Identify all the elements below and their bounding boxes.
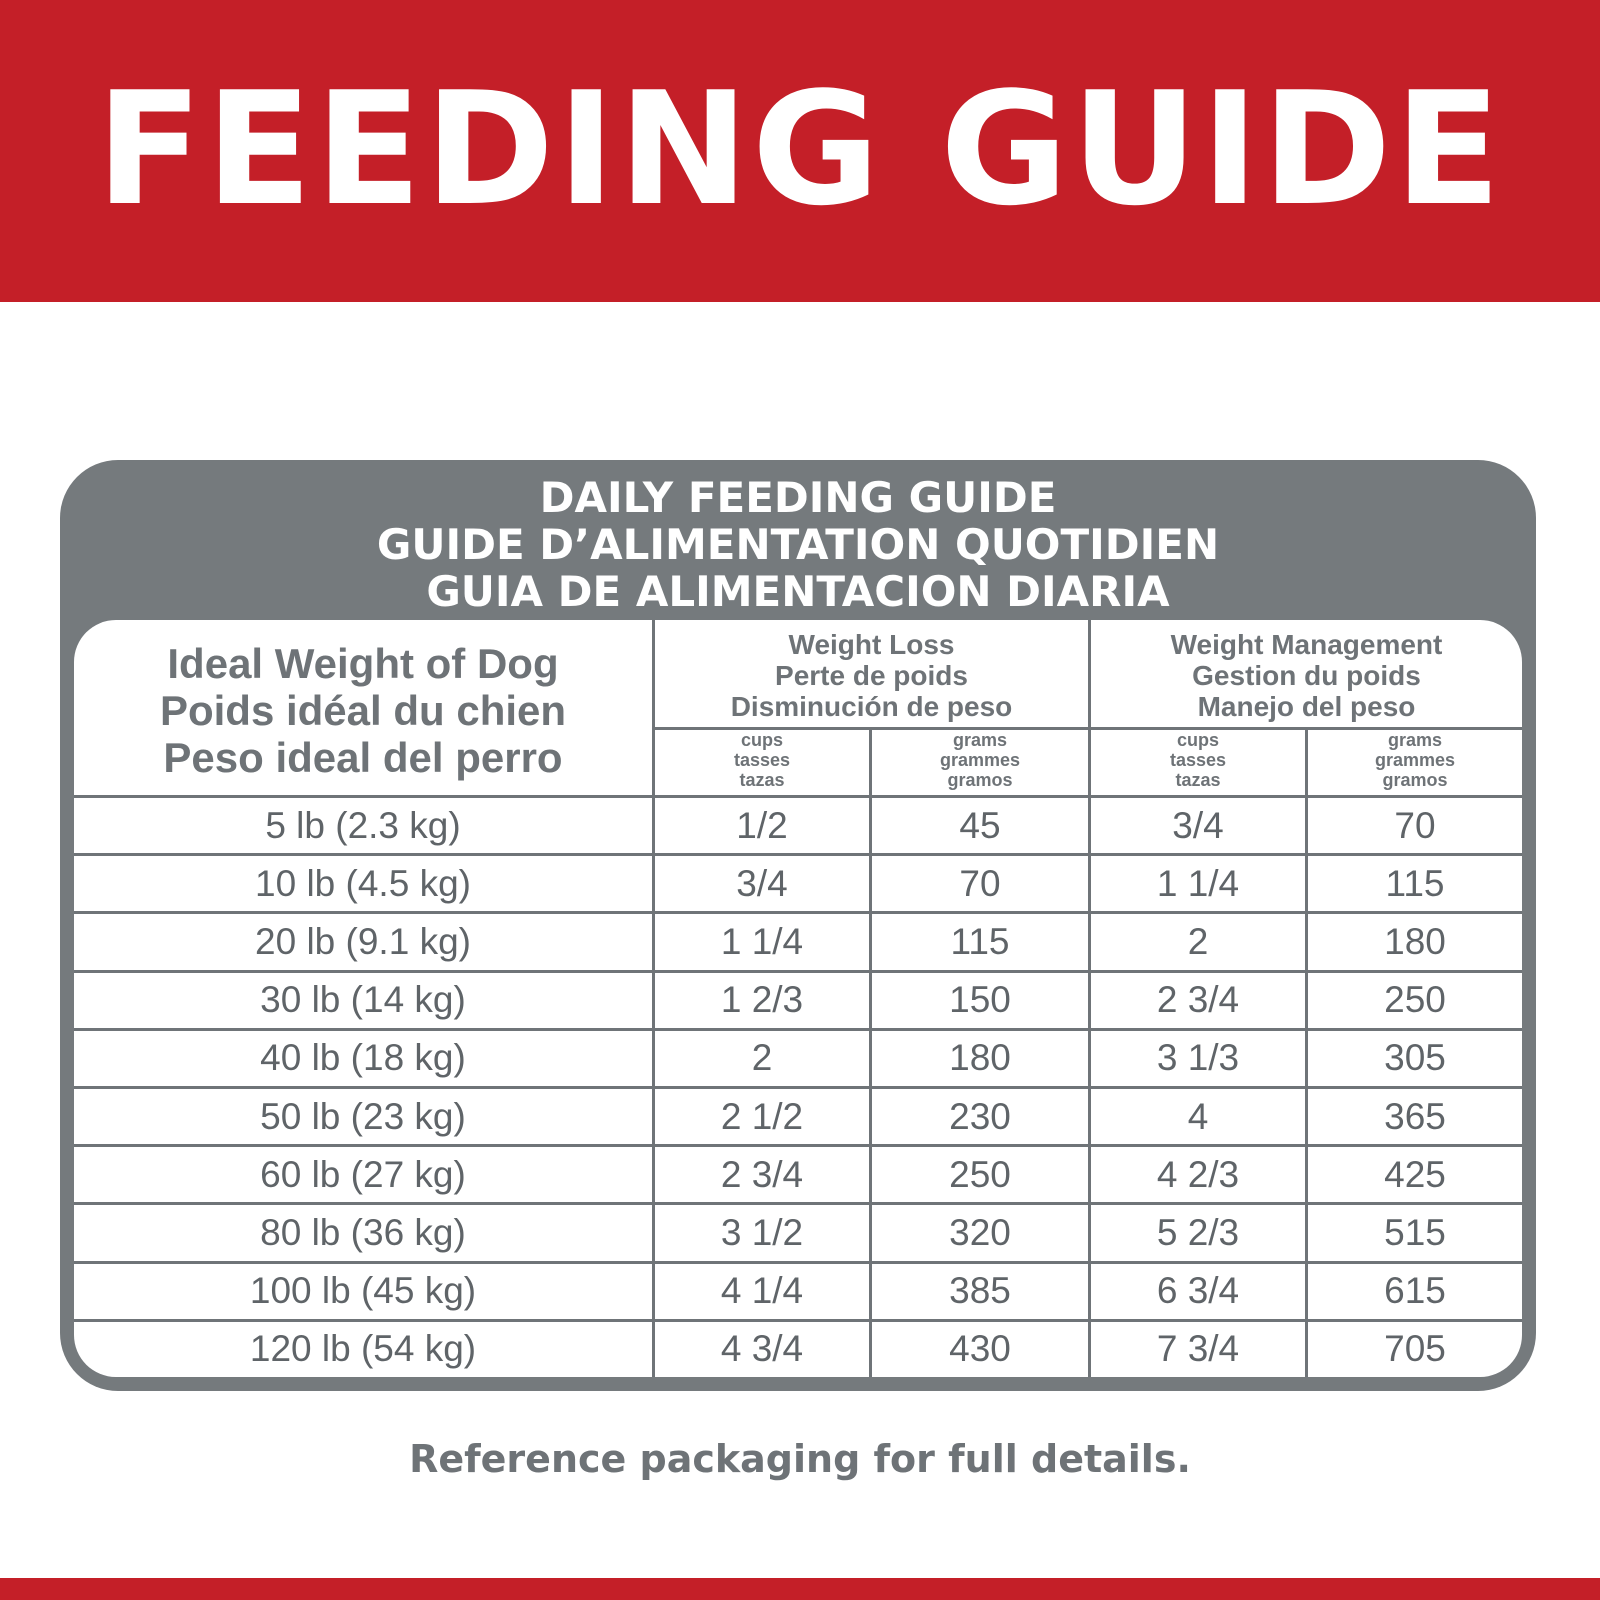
page-title: FEEDING GUIDE <box>96 58 1504 240</box>
table-cell-loss-grams: 430 <box>949 1328 1011 1370</box>
feeding-table <box>74 620 1522 1377</box>
header-divider <box>652 727 1522 730</box>
table-cell-mgmt-cups: 4 2/3 <box>1156 1153 1240 1195</box>
table-cell-mgmt-grams: 70 <box>1394 804 1436 846</box>
table-cell-loss-grams: 150 <box>949 979 1011 1021</box>
table-cell-loss-grams: 230 <box>949 1095 1011 1137</box>
mgmt-cups-header <box>1091 730 1305 790</box>
table-cell-mgmt-cups: 2 <box>1187 920 1209 962</box>
table-cell-loss-cups: 4 3/4 <box>720 1328 804 1370</box>
footer-bar <box>0 1578 1600 1600</box>
weight-management-header-en: Weight Management <box>1170 629 1443 660</box>
table-cell-mgmt-cups: 3/4 <box>1172 804 1224 846</box>
footer-note: Reference packaging for full details. <box>409 1437 1191 1481</box>
unit-label: cups <box>740 730 783 750</box>
unit-label: grams <box>1387 730 1443 750</box>
weight-loss-header <box>655 629 1088 722</box>
weight-management-header <box>1091 629 1522 722</box>
table-cell-mgmt-grams: 705 <box>1384 1328 1446 1370</box>
table-cell-loss-cups: 1 1/4 <box>720 920 804 962</box>
mgmt-grams-header <box>1308 730 1522 790</box>
unit-label: grams <box>952 730 1008 750</box>
feeding-guide-panel <box>60 460 1536 1391</box>
panel-heading-line-fr: GUIDE D’ALIMENTATION QUOTIDIEN <box>376 520 1220 569</box>
table-cell-loss-grams: 250 <box>949 1153 1011 1195</box>
unit-label: grammes <box>1374 750 1456 770</box>
unit-label: tazas <box>1175 770 1221 790</box>
table-cell-mgmt-grams: 305 <box>1384 1037 1446 1079</box>
table-cell-mgmt-cups: 2 3/4 <box>1156 979 1240 1021</box>
weight-management-header-es: Manejo del peso <box>1197 691 1416 722</box>
table-cell-mgmt-cups: 6 3/4 <box>1156 1270 1240 1312</box>
table-cell-weight: 50 lb (23 kg) <box>260 1095 466 1137</box>
table-cell-weight: 40 lb (18 kg) <box>260 1037 466 1079</box>
table-cell-weight: 80 lb (36 kg) <box>260 1211 466 1253</box>
table-cell-loss-cups: 2 <box>751 1037 773 1079</box>
weight-header-en: Ideal Weight of Dog <box>167 640 559 687</box>
table-cell-loss-grams: 385 <box>949 1270 1011 1312</box>
table-cell-loss-cups: 1 2/3 <box>720 979 804 1021</box>
table-cell-weight: 60 lb (27 kg) <box>260 1153 466 1195</box>
table-cell-mgmt-cups: 4 <box>1187 1095 1209 1137</box>
weight-header-fr: Poids idéal du chien <box>159 687 567 734</box>
table-cell-loss-cups: 4 1/4 <box>720 1270 804 1312</box>
weight-loss-header-en: Weight Loss <box>788 629 955 660</box>
unit-label: cups <box>1176 730 1219 750</box>
weight-column-header <box>74 640 652 781</box>
table-cell-loss-grams: 70 <box>959 862 1001 904</box>
table-cell-mgmt-grams: 180 <box>1384 920 1446 962</box>
header-banner <box>0 0 1600 302</box>
table-cell-loss-cups: 1/2 <box>736 804 788 846</box>
unit-label: gramos <box>947 770 1013 790</box>
table-cell-loss-grams: 180 <box>949 1037 1011 1079</box>
weight-header-es: Peso ideal del perro <box>163 734 563 781</box>
table-cell-loss-grams: 320 <box>949 1211 1011 1253</box>
weight-management-header-fr: Gestion du poids <box>1192 660 1421 691</box>
table-cell-mgmt-grams: 425 <box>1384 1153 1446 1195</box>
unit-label: tasses <box>733 750 791 770</box>
unit-label: tasses <box>1169 750 1227 770</box>
panel-heading-line-en: DAILY FEEDING GUIDE <box>539 473 1057 522</box>
table-cell-mgmt-grams: 615 <box>1384 1270 1446 1312</box>
panel-heading <box>60 474 1536 615</box>
loss-cups-header <box>655 730 869 790</box>
loss-grams-header <box>872 730 1088 790</box>
table-cell-weight: 120 lb (54 kg) <box>249 1328 477 1370</box>
panel-heading-line-es: GUIA DE ALIMENTACION DIARIA <box>426 567 1170 616</box>
table-cell-weight: 20 lb (9.1 kg) <box>255 920 471 962</box>
table-cell-loss-cups: 2 3/4 <box>720 1153 804 1195</box>
table-cell-weight: 5 lb (2.3 kg) <box>265 804 461 846</box>
table-cell-loss-cups: 3 1/2 <box>720 1211 804 1253</box>
table-cell-mgmt-grams: 515 <box>1384 1211 1446 1253</box>
table-cell-mgmt-cups: 1 1/4 <box>1156 862 1240 904</box>
table-cell-weight: 30 lb (14 kg) <box>260 979 466 1021</box>
weight-loss-header-fr: Perte de poids <box>775 660 968 691</box>
table-cell-loss-grams: 115 <box>950 920 1010 962</box>
table-cell-weight: 100 lb (45 kg) <box>249 1270 477 1312</box>
unit-label: grammes <box>939 750 1021 770</box>
table-cell-mgmt-cups: 5 2/3 <box>1156 1211 1240 1253</box>
table-cell-mgmt-grams: 250 <box>1384 979 1446 1021</box>
table-cell-mgmt-cups: 3 1/3 <box>1156 1037 1240 1079</box>
table-cell-mgmt-grams: 365 <box>1384 1095 1446 1137</box>
weight-loss-header-es: Disminución de peso <box>730 691 1013 722</box>
unit-label: gramos <box>1382 770 1448 790</box>
table-cell-loss-grams: 45 <box>959 804 1001 846</box>
unit-label: tazas <box>739 770 785 790</box>
table-cell-loss-cups: 2 1/2 <box>720 1095 804 1137</box>
table-cell-mgmt-cups: 7 3/4 <box>1156 1328 1240 1370</box>
table-cell-weight: 10 lb (4.5 kg) <box>255 862 471 904</box>
table-cell-loss-cups: 3/4 <box>736 862 788 904</box>
table-cell-mgmt-grams: 115 <box>1385 862 1445 904</box>
